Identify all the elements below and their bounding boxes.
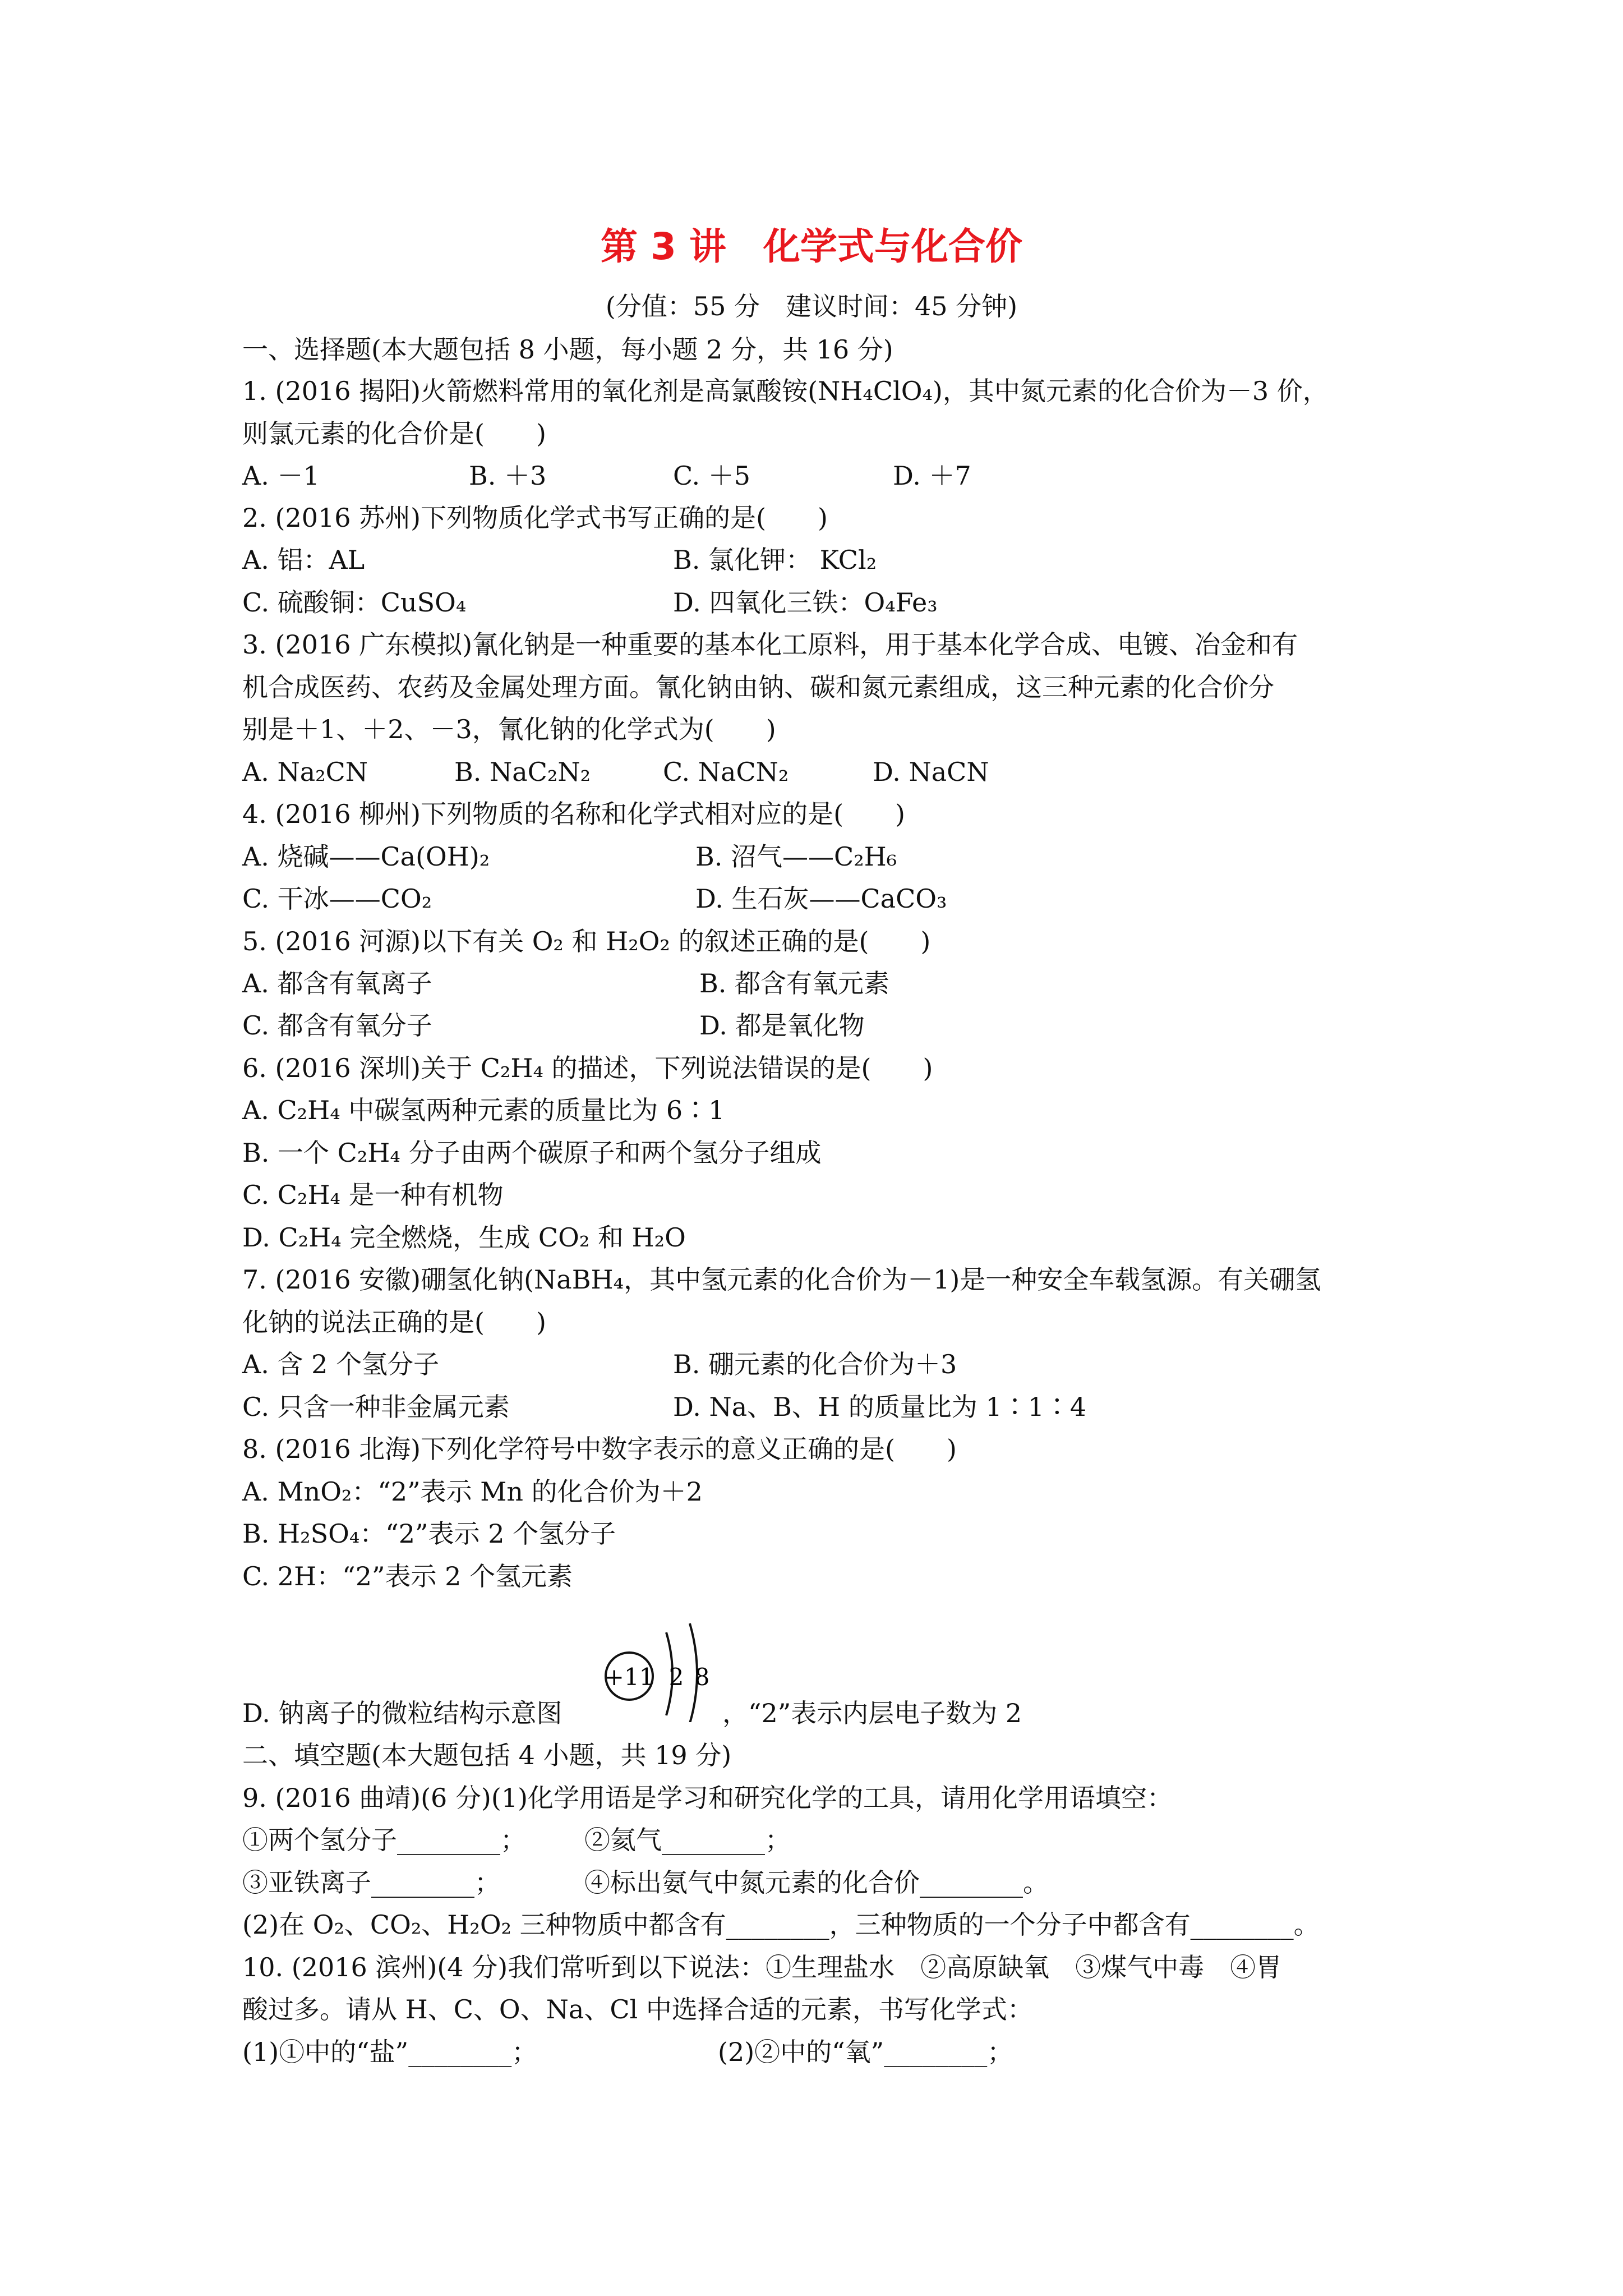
q2-option-b: B. 氯化钾： KCl₂	[673, 545, 877, 575]
q6-stem: 6. (2016 深圳)关于 C₂H₄ 的描述，下列说法错误的是( )	[242, 1053, 933, 1083]
q7-option-c: C. 只含一种非金属元素	[242, 1392, 510, 1422]
shell-2-electrons: 8	[694, 1663, 710, 1691]
q6-option-d: D. C₂H₄ 完全燃烧，生成 CO₂ 和 H₂O	[242, 1222, 686, 1253]
q9-part-2: (2)在 O₂、CO₂、H₂O₂ 三种物质中都含有________，三种物质的一个分子中都含有________。	[242, 1910, 1320, 1940]
q5-option-a: A. 都含有氧离子	[242, 968, 432, 999]
q2-option-c: C. 硫酸铜：CuSO₄	[242, 587, 467, 618]
q1-option-c: C. ＋5	[673, 461, 751, 491]
q10-stem-line1: 10. (2016 滨州)(4 分)我们常听到以下说法：①生理盐水 ②高原缺氧 ③煤气中毒 ④胃	[242, 1952, 1282, 1982]
q7-option-a: A. 含 2 个氢分子	[242, 1349, 439, 1379]
q5-option-d: D. 都是氧化物	[699, 1010, 865, 1041]
page-title: 第 3 讲 化学式与化合价	[601, 225, 1022, 268]
shell-1-electrons: 2	[668, 1663, 684, 1691]
q8-option-c: C. 2H：“2”表示 2 个氢元素	[242, 1561, 573, 1591]
q1-option-d: D. ＋7	[893, 461, 971, 491]
q4-option-b: B. 沼气——C₂H₆	[695, 841, 897, 872]
q7-stem-line2: 化钠的说法正确的是( )	[242, 1307, 546, 1337]
q8-option-d-prefix: D. 钠离子的微粒结构示意图	[242, 1698, 562, 1728]
q1-stem-line2: 则氯元素的化合价是( )	[242, 418, 546, 449]
section-1-heading: 一、选择题(本大题包括 8 小题，每小题 2 分，共 16 分)	[242, 334, 893, 365]
q9-item-3: ③亚铁离子________；	[242, 1867, 500, 1898]
q3-stem-line3: 别是＋1、＋2、－3，氰化钠的化学式为( )	[242, 714, 776, 744]
q8-option-d-suffix: ，“2”表示内层电子数为 2	[722, 1698, 1022, 1728]
q3-option-d: D. NaCN	[873, 757, 989, 787]
q5-option-b: B. 都含有氧元素	[699, 968, 890, 999]
q1-option-a: A. －1	[242, 461, 320, 491]
q3-stem-line1: 3. (2016 广东模拟)氰化钠是一种重要的基本化工原料，用于基本化学合成、电镀、冶金和有	[242, 629, 1298, 660]
q8-stem: 8. (2016 北海)下列化学符号中数字表示的意义正确的是( )	[242, 1434, 957, 1464]
page-subtitle: (分值：55 分 建议时间：45 分钟)	[605, 291, 1018, 321]
q10-item-1: (1)①中的“盐”________；	[242, 2037, 538, 2067]
q5-stem: 5. (2016 河源)以下有关 O₂ 和 H₂O₂ 的叙述正确的是( )	[242, 926, 931, 956]
q2-option-a: A. 铝：AL	[242, 545, 365, 575]
q8-option-d	[242, 1696, 1022, 1730]
q8-option-a: A. MnO₂：“2”表示 Mn 的化合价为＋2	[242, 1476, 703, 1507]
q2-stem: 2. (2016 苏州)下列物质化学式书写正确的是( )	[242, 503, 828, 533]
nucleus-charge: +11	[604, 1663, 654, 1691]
section-2-heading: 二、填空题(本大题包括 4 小题，共 19 分)	[242, 1740, 732, 1770]
q5-option-c: C. 都含有氧分子	[242, 1010, 432, 1041]
q1-option-b: B. ＋3	[469, 461, 547, 491]
q2-option-d: D. 四氧化三铁：O₄Fe₃	[673, 587, 938, 618]
q10-stem-line2: 酸过多。请从 H、C、O、Na、Cl 中选择合适的元素，书写化学式：	[242, 1994, 1033, 2024]
q6-option-b: B. 一个 C₂H₄ 分子由两个碳原子和两个氢分子组成	[242, 1138, 822, 1168]
q1-stem-line1: 1. (2016 揭阳)火箭燃料常用的氧化剂是高氯酸铵(NH₄ClO₄)，其中氮元素的化合价为－3 价，	[242, 376, 1329, 406]
q9-item-2: ②氦气________；	[584, 1825, 791, 1855]
q6-option-a: A. C₂H₄ 中碳氢两种元素的质量比为 6∶1	[242, 1095, 725, 1125]
q6-option-c: C. C₂H₄ 是一种有机物	[242, 1180, 504, 1210]
q4-option-c: C. 干冰——CO₂	[242, 884, 432, 914]
q4-option-a: A. 烧碱——Ca(OH)₂	[242, 841, 490, 872]
q7-option-d: D. Na、B、H 的质量比为 1∶1∶4	[673, 1392, 1087, 1422]
q10-item-2: (2)②中的“氧”________；	[718, 2037, 1013, 2067]
sodium-ion-structure-diagram	[594, 1616, 729, 1722]
q3-option-c: C. NaCN₂	[663, 757, 789, 787]
q8-option-b: B. H₂SO₄：“2”表示 2 个氢分子	[242, 1519, 616, 1549]
q9-item-4: ④标出氨气中氮元素的化合价________。	[584, 1867, 1049, 1898]
q3-option-a: A. Na₂CN	[242, 757, 368, 787]
q4-stem: 4. (2016 柳州)下列物质的名称和化学式相对应的是( )	[242, 799, 905, 829]
q7-stem-line1: 7. (2016 安徽)硼氢化钠(NaBH₄，其中氢元素的化合价为－1)是一种安全车载氢源。有关硼氢	[242, 1264, 1321, 1295]
q7-option-b: B. 硼元素的化合价为＋3	[673, 1349, 957, 1379]
q4-option-d: D. 生石灰——CaCO₃	[695, 884, 947, 914]
q3-stem-line2: 机合成医药、农药及金属处理方面。氰化钠由钠、碳和氮元素组成，这三种元素的化合价分	[242, 672, 1274, 702]
q9-item-1: ①两个氢分子________；	[242, 1825, 526, 1855]
q9-stem: 9. (2016 曲靖)(6 分)(1)化学用语是学习和研究化学的工具，请用化学用语填空：	[242, 1783, 1173, 1813]
q3-option-b: B. NaC₂N₂	[454, 757, 591, 787]
